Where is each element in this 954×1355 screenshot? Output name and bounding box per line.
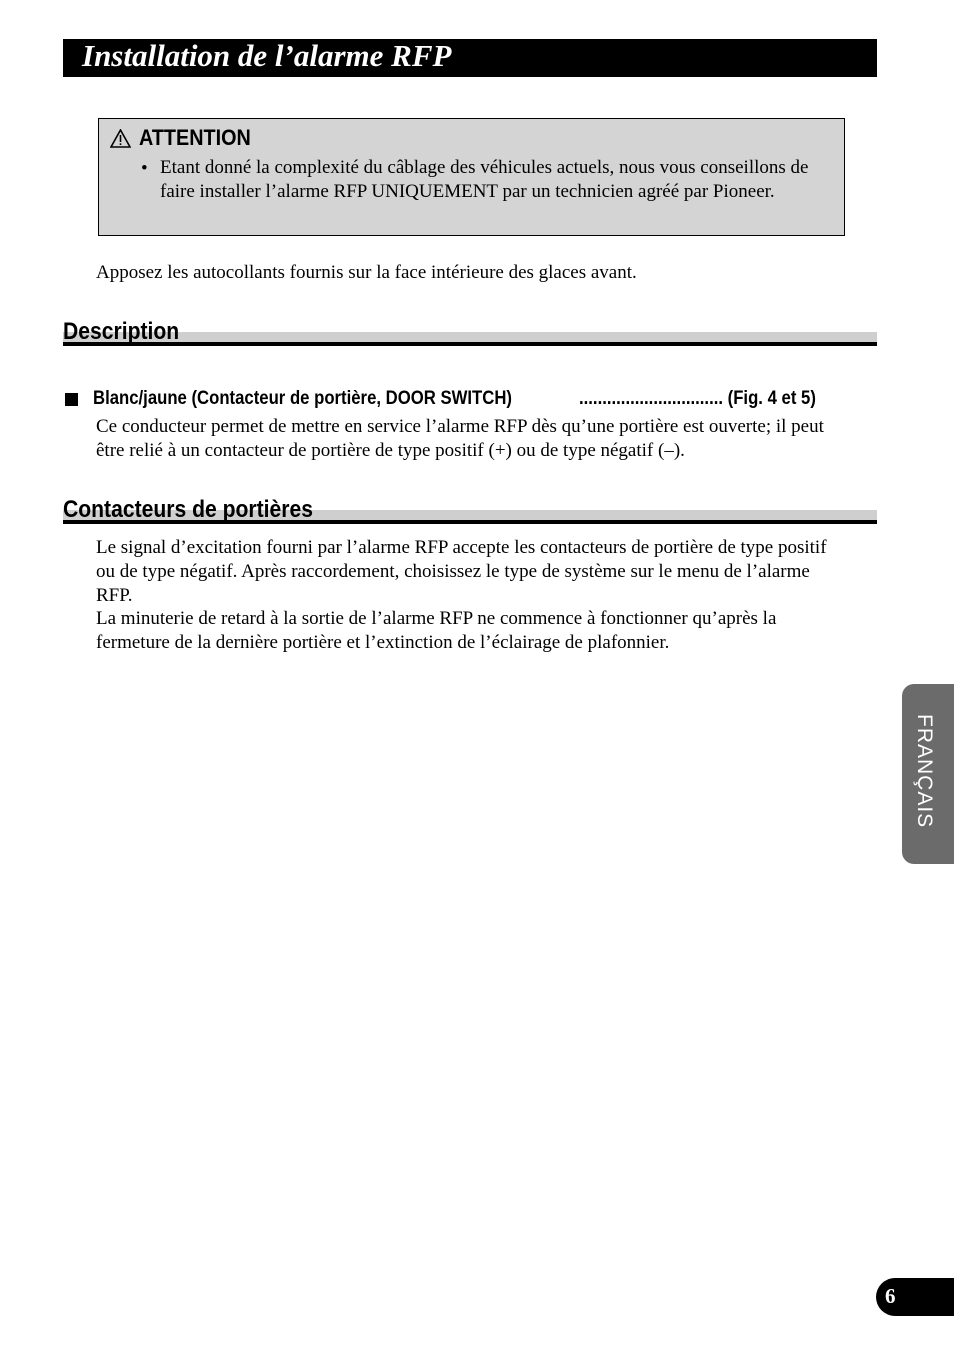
page-number: 6 [885,1284,896,1308]
square-bullet-icon [65,393,78,406]
section-heading-description [63,318,877,351]
caution-heading [110,125,263,151]
wire-item-door-switch [63,386,853,412]
caution-text: Etant donné la complexité du câblage des véhicules actuels, nous vous conseillons de faire installer l’alarme RFP UNIQUEMENT par un technicien agréé par Pioneer. [160,157,809,202]
intro-paragraph: Apposez les autocollants fournis sur la face intérieure des glaces avant. [96,262,637,283]
section-title: Contacteurs de portières [63,496,313,523]
page-title: Installation de l’alarme RFP [82,38,452,73]
warning-triangle-icon [110,129,131,148]
description-paragraph: Ce conducteur permet de mettre en service l’alarme RFP dès qu’une portière est ouverte; il peut être relié à un contacteur de portière de type positif (+) ou de type négatif (–). [96,416,824,461]
section-heading-door-switches [63,496,877,529]
page-number-tab [876,1278,954,1316]
door-switch-paragraph-1: Le signal d’excitation fourni par l’alarme RFP accepte les contacteurs de portière de type positif ou de type négatif. Après raccordement, choisissez le type de système sur le menu de l’alarme RFP. [96,537,827,606]
heading-rule-gray [63,332,877,342]
page-title-bar [63,39,877,77]
wire-item-label: Blanc/jaune (Contacteur de portière, DOOR SWITCH) [93,388,512,409]
figure-reference: ............................... (Fig. 4 et 5) [579,388,816,409]
caution-heading-text: ATTENTION [139,125,251,150]
door-switch-paragraph-2: La minuterie de retard à la sortie de l’alarme RFP ne commence à fonctionner qu’après la fermeture de la dernière portière et l’extinction de l’éclairage de plafonnier. [96,608,777,653]
language-tab [902,684,954,864]
caution-box [98,118,845,236]
language-label: FRANÇAIS [913,714,936,829]
heading-rule-black [63,342,877,346]
section-title: Description [63,318,180,345]
caution-bullet: • [141,158,148,179]
